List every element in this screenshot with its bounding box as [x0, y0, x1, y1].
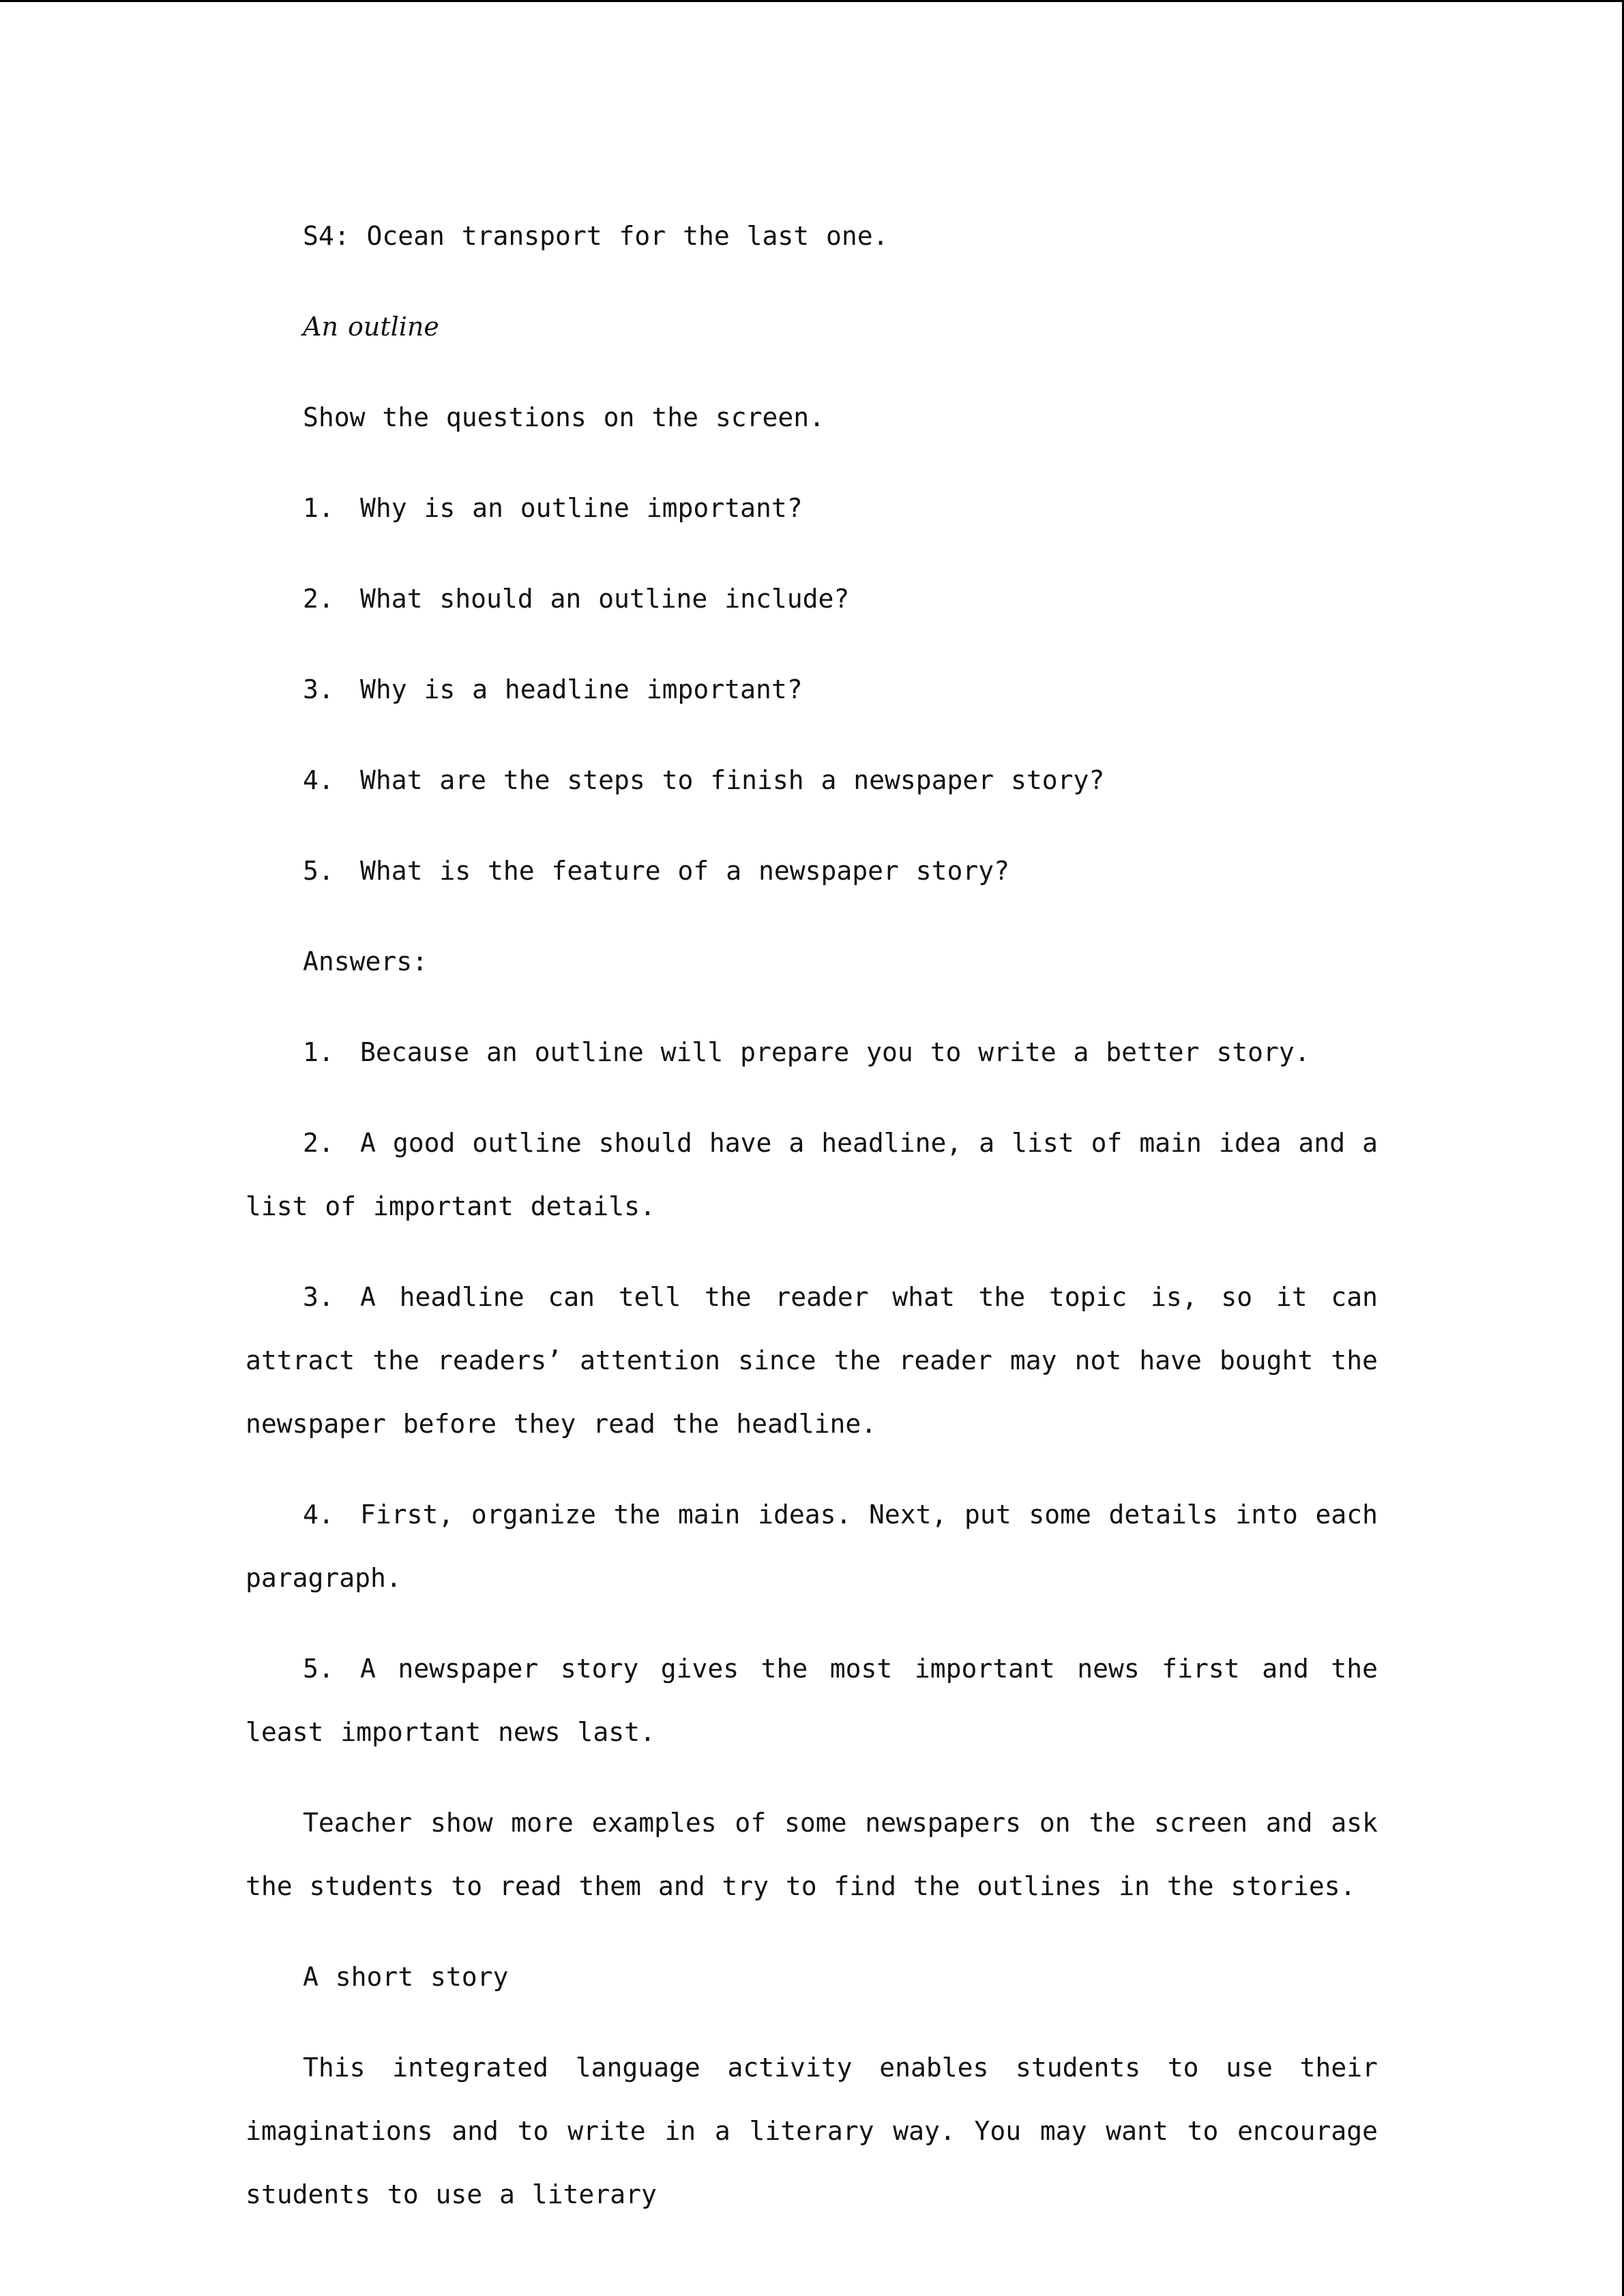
- list-number: 5.: [303, 1654, 334, 1684]
- question-1: [246, 477, 1378, 540]
- question-text: Why is a headline important?: [360, 674, 803, 704]
- paragraph-teacher-examples: [246, 1791, 1378, 1918]
- paragraph-text: This integrated language activity enables students to use their imaginations and to write in a literary way. You may want to encourage students to use a literary: [246, 2053, 1378, 2209]
- paragraph-text: Teacher show more examples of some newspapers on the screen and ask the students to read them and try to find the outlines in the stories.: [246, 1808, 1378, 1901]
- section-heading-outline: [246, 295, 1378, 359]
- answer-text: A headline can tell the reader what the topic is, so it can attract the readers’ attention since the reader may not have bought the newspaper before they read the headline.: [246, 1282, 1378, 1439]
- answers-heading: [246, 930, 1378, 994]
- list-number: 2.: [303, 1128, 334, 1158]
- answer-text: Because an outline will prepare you to write a better story.: [360, 1037, 1310, 1067]
- answers-heading-text: Answers:: [303, 946, 428, 976]
- question-text: Why is an outline important?: [360, 493, 803, 523]
- question-3: [246, 658, 1378, 721]
- list-number: 4.: [303, 1500, 334, 1530]
- answer-4: [246, 1483, 1378, 1610]
- list-number: 2.: [303, 584, 334, 614]
- answer-text: A good outline should have a headline, a list of main idea and a list of important details.: [246, 1128, 1378, 1221]
- question-text: What should an outline include?: [360, 584, 850, 614]
- list-number: 1.: [303, 1037, 334, 1067]
- answer-3: [246, 1266, 1378, 1456]
- question-2: [246, 567, 1378, 631]
- answer-2: [246, 1112, 1378, 1238]
- paragraph-s4: [246, 205, 1378, 268]
- list-number: 3.: [303, 1282, 334, 1312]
- list-number: 5.: [303, 856, 334, 886]
- paragraph-text: S4: Ocean transport for the last one.: [303, 221, 889, 251]
- document-body: [246, 205, 1378, 2254]
- section-heading-short-story: [246, 1945, 1378, 2009]
- question-4: [246, 749, 1378, 812]
- page-border-top: [0, 0, 1624, 2]
- answer-text: First, organize the main ideas. Next, put some details into each paragraph.: [246, 1500, 1378, 1593]
- answer-text: A newspaper story gives the most important news first and the least important news last.: [246, 1654, 1378, 1747]
- list-number: 3.: [303, 674, 334, 704]
- paragraph-instructions: [246, 386, 1378, 449]
- section-heading-text: An outline: [303, 312, 439, 342]
- question-text: What is the feature of a newspaper story?: [360, 856, 1009, 886]
- list-number: 4.: [303, 765, 334, 795]
- answer-1: [246, 1021, 1378, 1084]
- question-text: What are the steps to finish a newspaper story?: [360, 765, 1105, 795]
- answer-5: [246, 1637, 1378, 1764]
- section-heading-text: A short story: [303, 1962, 509, 1992]
- paragraph-text: Show the questions on the screen.: [303, 402, 825, 432]
- question-5: [246, 839, 1378, 903]
- paragraph-integrated-activity: [246, 2036, 1378, 2226]
- list-number: 1.: [303, 493, 334, 523]
